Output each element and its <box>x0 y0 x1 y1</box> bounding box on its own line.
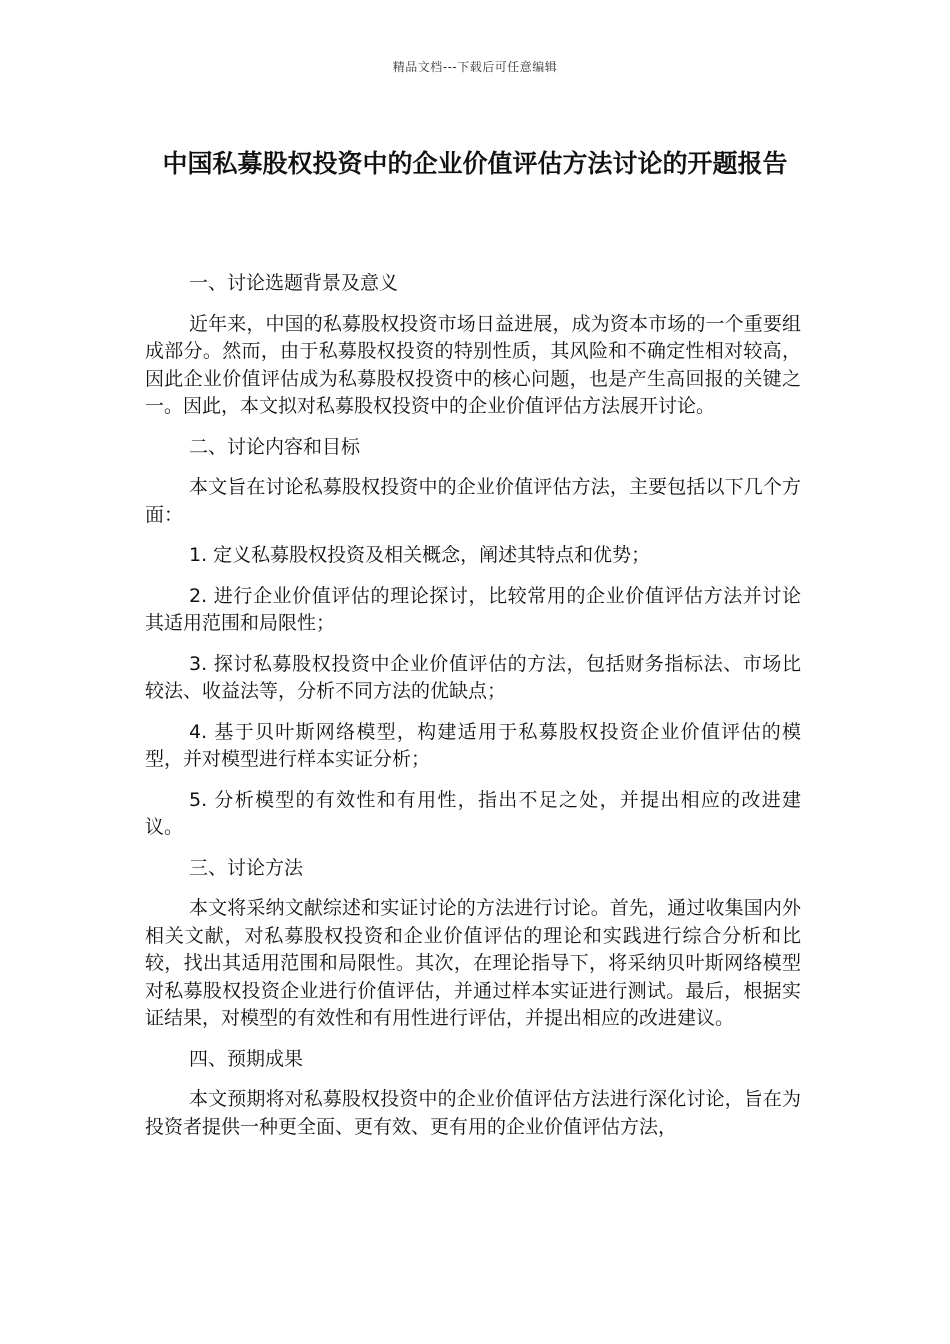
paragraph-background: 近年来，中国的私募股权投资市场日益进展，成为资本市场的一个重要组成部分。然而，由于私募股权投资的特别性质，其风险和不确定性相对较高，因此企业价值评估成为私募股权投资中的核心问题，也是产生高回报的关键之一。因此，本文拟对私募股权投资中的企业价值评估方法展开讨论。 <box>145 312 801 417</box>
section-heading-background: 一、讨论选题背景及意义 <box>189 272 399 294</box>
list-item-2: 2. 进行企业价值评估的理论探讨，比较常用的企业价值评估方法并讨论其适用范围和局限性； <box>145 584 801 634</box>
document-body <box>145 270 801 1154</box>
paragraph-content-intro: 本文旨在讨论私募股权投资中的企业价值评估方法，主要包括以下几个方面： <box>145 476 801 526</box>
section-heading-content: 二、讨论内容和目标 <box>189 435 361 458</box>
header-note: 精品文档---下载后可任意编辑 <box>392 60 558 74</box>
paragraph-method: 本文将采纳文献综述和实证讨论的方法进行讨论。首先，通过收集国内外相关文献，对私募股权投资和企业价值评估的理论和实践进行综合分析和比较，找出其适用范围和局限性。其次，在理论指导下，将采纳贝叶斯网络模型对私募股权投资企业进行价值评估，并通过样本实证进行测试。最后，根据实证结果，对模型的有效性和有用性进行评估，并提出相应的改进建议。 <box>145 897 801 1029</box>
list-item-3: 3. 探讨私募股权投资中企业价值评估的方法，包括财务指标法、市场比较法、收益法等，分析不同方法的优缺点； <box>145 652 801 702</box>
paragraph-results: 本文预期将对私募股权投资中的企业价值评估方法进行深化讨论，旨在为投资者提供一种更全面、更有效、更有用的企业价值评估方法， <box>145 1088 801 1138</box>
list-item-5: 5. 分析模型的有效性和有用性，指出不足之处，并提出相应的改进建议。 <box>145 788 801 838</box>
list-item-4: 4. 基于贝叶斯网络模型，构建适用于私募股权投资企业价值评估的模型，并对模型进行样本实证分析； <box>145 720 801 770</box>
section-heading-results: 四、预期成果 <box>189 1047 304 1070</box>
document-title: 中国私募股权投资中的企业价值评估方法讨论的开题报告 <box>162 149 788 178</box>
list-item-1: 1. 定义私募股权投资及相关概念，阐述其特点和优势； <box>189 544 651 566</box>
section-heading-method: 三、讨论方法 <box>189 856 304 879</box>
